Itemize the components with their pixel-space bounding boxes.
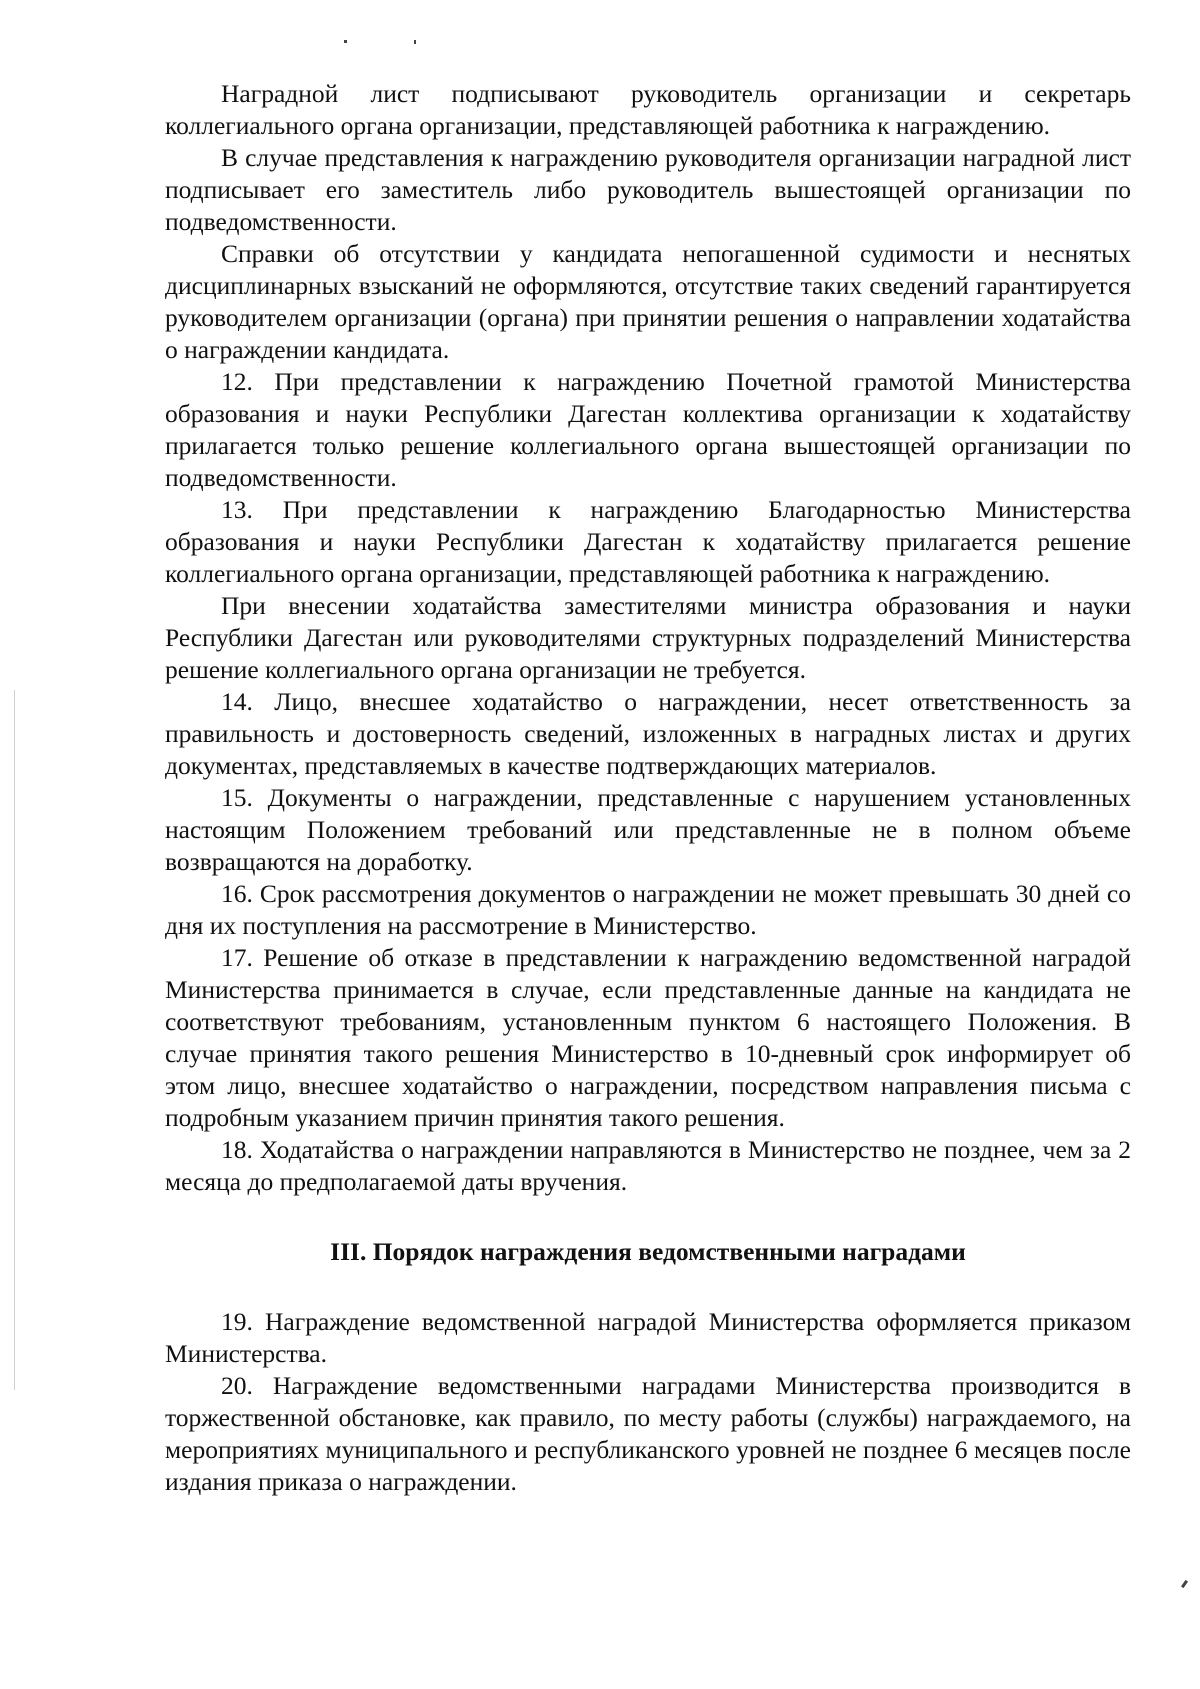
paragraph: 13. При представлении к награждению Благодарностью Министерства образования и науки Республики Дагестан к ходатайству прилагается решение коллегиального органа организации, представляющей работника к награждению. [165, 495, 1131, 588]
paragraph: 19. Награждение ведомственной наградой Министерства оформляется приказом Министерства. [165, 1307, 1131, 1368]
scan-speck [414, 40, 416, 44]
paragraph: 15. Документы о награждении, представленные с нарушением установленных настоящим Положением требований или представленные не в полном объеме возвращаются на доработку. [165, 783, 1131, 876]
paragraph: Наградной лист подписывают руководитель организации и секретарь коллегиального органа организации, представляющей работника к награждению. [165, 79, 1131, 140]
paragraph: 17. Решение об отказе в представлении к награждению ведомственной наградой Министерства принимается в случае, если представленные данные на кандидата не соответствуют требованиям, установленным пунктом 6 настоящего Положения. В случае принятия такого решения Министерство в 10-дневный срок информирует об этом лицо, внесшее ходатайство о награждении, посредством направления письма с подробным указанием причин принятия такого решения. [165, 943, 1131, 1132]
paragraph: Справки об отсутствии у кандидата непогашенной судимости и неснятых дисциплинарных взысканий не оформляются, отсутствие таких сведений гарантируется руководителем организации (органа) при принятии решения о направлении ходатайства о награждении кандидата. [165, 239, 1131, 364]
document-body [165, 78, 1131, 1498]
paragraph: 14. Лицо, внесшее ходатайство о награждении, несет ответственность за правильность и достоверность сведений, изложенных в наградных листах и других документах, представляемых в качестве подтверждающих материалов. [165, 687, 1131, 780]
paragraph: 20. Награждение ведомственными наградами Министерства производится в торжественной обстановке, как правило, по месту работы (службы) награждаемого, на мероприятиях муниципального и республиканского уровней не позднее 6 месяцев после издания приказа о награждении. [165, 1371, 1131, 1496]
scan-speck [344, 40, 347, 43]
section-heading: III. Порядок награждения ведомственными наградами [330, 1237, 966, 1266]
paragraph: 16. Срок рассмотрения документов о награждении не может превышать 30 дней со дня их поступления на рассмотрение в Министерство. [165, 879, 1131, 940]
paragraph: В случае представления к награждению руководителя организации наградной лист подписывает его заместитель либо руководитель вышестоящей организации по подведомственности. [165, 143, 1131, 236]
paragraph: 12. При представлении к награждению Почетной грамотой Министерства образования и науки Республики Дагестан коллектива организации к ходатайству прилагается только решение коллегиального органа вышестоящей организации по подведомственности. [165, 367, 1131, 492]
scan-speck [1181, 1580, 1188, 1588]
paragraph: 18. Ходатайства о награждении направляются в Министерство не позднее, чем за 2 месяца до предполагаемой даты вручения. [165, 1135, 1131, 1196]
scan-margin-line [14, 690, 15, 1390]
paragraph: При внесении ходатайства заместителями министра образования и науки Республики Дагестан или руководителями структурных подразделений Министерства решение коллегиального органа организации не требуется. [165, 591, 1131, 684]
